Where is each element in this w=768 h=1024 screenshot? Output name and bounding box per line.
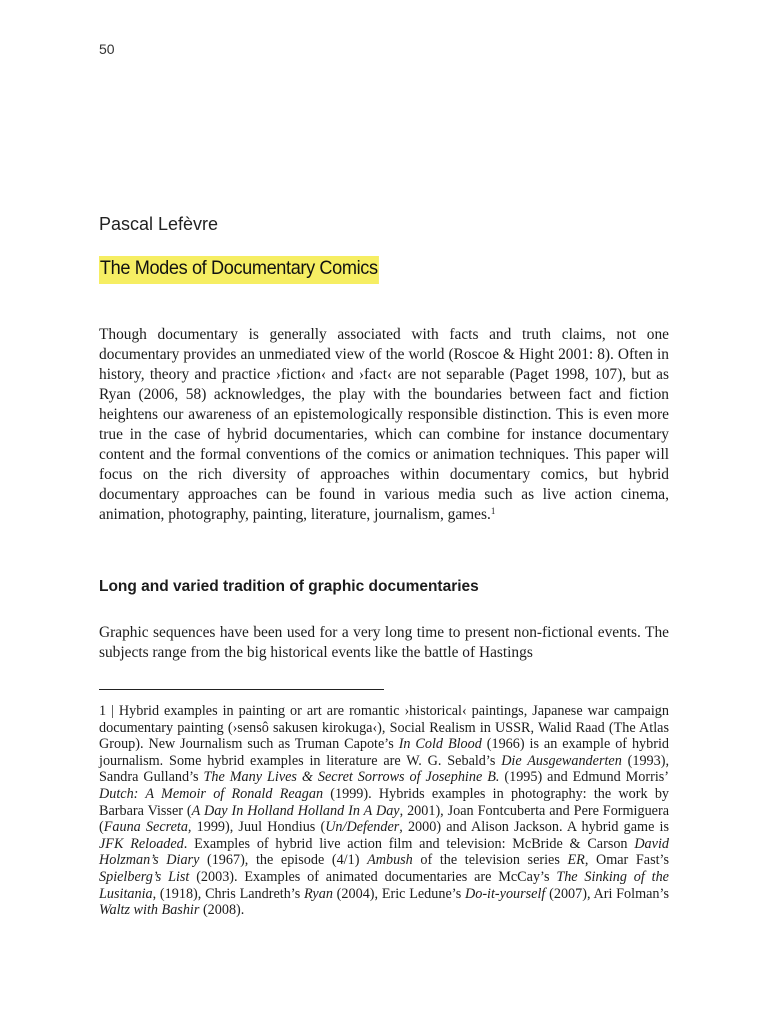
footnote-text: (1999). Hybrids examples in photography: the work by Barbara Visser ( bbox=[99, 785, 670, 819]
footnote-work-title: In Cold Blood bbox=[398, 736, 482, 753]
footnote-body bbox=[99, 703, 669, 918]
footnote-label: 1 | bbox=[99, 703, 119, 719]
footnote-work-title: Ambush bbox=[367, 852, 413, 869]
footnote-work-title: Un/Defender bbox=[325, 819, 400, 836]
footnote-reference[interactable]: 1 bbox=[490, 506, 496, 516]
footnote-work-title: Ryan bbox=[304, 885, 333, 902]
intro-paragraph-text: Though documentary is generally associated with facts and truth claims, not one documentary provides an unmediated view of the world (Roscoe & Hight 2001: 8). Often in history, theory and practice ›fiction‹ and ›fact‹ are not separable (Paget 1998, 107), but as Ryan (2006, 58) acknowledges, the play with the boundaries between fact and fiction heightens our awareness of an epistemologically responsible distinction. This is even more true in the case of hybrid documentaries, which can combine for instance documentary content and the formal conventions of the comics or animation techniques. This paper will focus on the rich diversity of approaches within documentary comics, but hybrid documentary approaches can be found in various media such as live action cinema, animation, photography, painting, literature, journalism, games. bbox=[99, 326, 669, 523]
footnote-work-title: A Day In Holland Holland In A Day bbox=[191, 802, 400, 819]
footnote-work-title: Dutch: A Memoir of Ronald Reagan bbox=[99, 785, 324, 802]
footnote-divider bbox=[99, 689, 384, 690]
footnote-work-title: Spielberg’s List bbox=[99, 868, 190, 885]
intro-paragraph bbox=[99, 325, 669, 525]
footnote-work-title: ER bbox=[567, 852, 585, 869]
footnote-work-title: Die Ausgewanderten bbox=[501, 752, 622, 769]
footnote-text: , Omar Fast’s bbox=[584, 852, 669, 869]
footnote-text: , 2000) and Alison Jackson. A hybrid game is bbox=[399, 819, 669, 836]
footnote-work-title: Waltz with Bashir bbox=[99, 902, 200, 919]
author-name: Pascal Lefèvre bbox=[99, 214, 219, 234]
section-heading: Long and varied tradition of graphic documentaries bbox=[99, 578, 479, 595]
chapter-title: The Modes of Documentary Comics bbox=[99, 256, 379, 284]
footnote-work-title: Do-it-yourself bbox=[464, 885, 546, 902]
footnote-text: (1967), the episode (4/1) bbox=[199, 852, 368, 869]
footnote-text: (2004), Eric Ledune’s bbox=[332, 885, 465, 902]
footnote-work-title: The Sinking of the Lusitania bbox=[99, 868, 669, 902]
footnote-text: (2008). bbox=[199, 902, 245, 919]
footnote bbox=[99, 703, 669, 919]
footnote-work-title: JFK Reloaded bbox=[99, 835, 184, 852]
footnote-text: (1993), Sandra Gulland’s bbox=[99, 752, 670, 786]
footnote-text: (2003). Examples of animated documentaries are McCay’s bbox=[189, 868, 557, 885]
section-paragraph: Graphic sequences have been used for a very long time to present non-fictional events. The subjects range from the big historical events like the battle of Hastings bbox=[99, 624, 669, 661]
footnote-work-title: Fauna Secreta, bbox=[103, 819, 192, 836]
footnote-work-title: David Holzman’s Diary bbox=[99, 835, 669, 869]
page-number: 50 bbox=[99, 41, 115, 57]
footnote-text: (1966) is an example of hybrid journalism. Some hybrid examples in literature are W. G. Sebald’s bbox=[99, 736, 669, 769]
footnote-text: . Examples of hybrid live action film and television: McBride & Carson bbox=[183, 835, 635, 852]
footnote-text: of the television series bbox=[412, 852, 568, 869]
footnote-text: 1999), Juul Hondius ( bbox=[191, 819, 326, 836]
footnote-work-title: The Many Lives & Secret Sorrows of Josephine B. bbox=[203, 769, 500, 786]
footnote-text: , (1918), Chris Landreth’s bbox=[152, 885, 305, 902]
footnote-text: , 2001), Joan Fontcuberta and Pere Formiguera ( bbox=[99, 802, 669, 836]
footnote-text: (1995) and Edmund Morris’ bbox=[499, 769, 670, 786]
footnote-text: (2007), Ari Folman’s bbox=[545, 885, 669, 902]
footnote-text: Hybrid examples in painting or art are romantic ›historical‹ paintings, Japanese war campaign documentary painting (›sensô sakusen kirokuga‹), Social Realism in USSR, Walid Raad (The Atlas Group). New Journalism such as Truman Capote’s bbox=[99, 703, 669, 753]
